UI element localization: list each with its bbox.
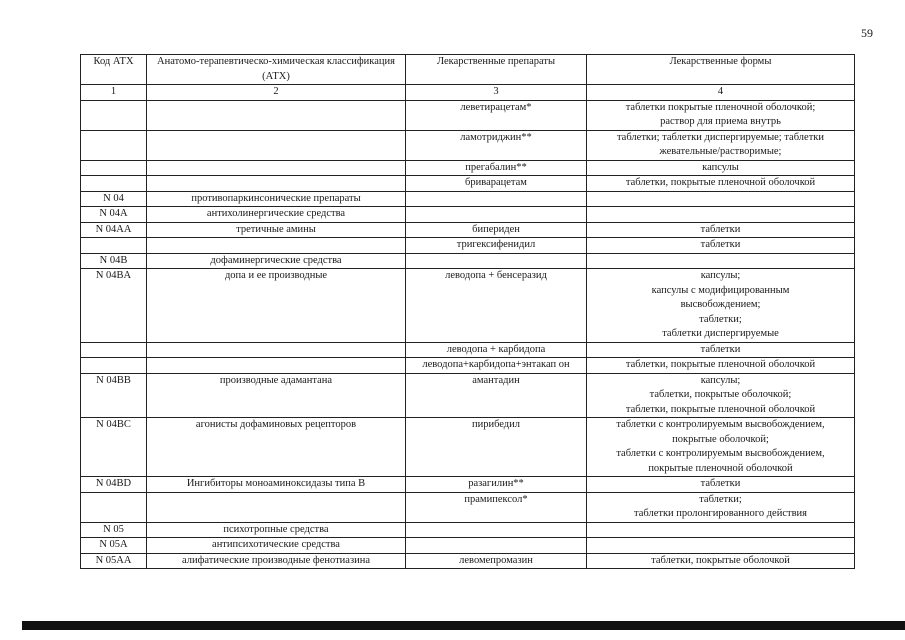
dosage-form-line: таблетки bbox=[700, 223, 741, 235]
dosage-forms-cell bbox=[587, 269, 855, 343]
atx-classification-cell bbox=[147, 238, 406, 254]
dosage-forms-cell bbox=[587, 176, 855, 192]
dosage-forms-cell bbox=[587, 207, 855, 223]
atx-code-cell: N 04BC bbox=[81, 418, 147, 477]
dosage-form-line: таблетки, покрытые оболочкой bbox=[651, 554, 790, 566]
table-row bbox=[81, 553, 855, 569]
atx-classification-cell: противопаркинсонические препараты bbox=[147, 191, 406, 207]
atx-code-cell: N 04B bbox=[81, 253, 147, 269]
table-row bbox=[81, 130, 855, 160]
atx-code-cell: N 04BA bbox=[81, 269, 147, 343]
atx-classification-cell: психотропные средства bbox=[147, 522, 406, 538]
drug-name-cell: тригексифенидил bbox=[406, 238, 587, 254]
dosage-forms-cell bbox=[587, 418, 855, 477]
drug-name-cell: ламотриджин** bbox=[406, 130, 587, 160]
atx-classification-cell: антипсихотические средства bbox=[147, 538, 406, 554]
table-row bbox=[81, 373, 855, 418]
dosage-forms-cell bbox=[587, 222, 855, 238]
atx-classification-cell bbox=[147, 176, 406, 192]
atx-classification-cell bbox=[147, 100, 406, 130]
atx-classification-cell: допа и ее производные bbox=[147, 269, 406, 343]
atx-code-cell: N 04AA bbox=[81, 222, 147, 238]
dosage-forms-cell bbox=[587, 522, 855, 538]
column-number-2: 2 bbox=[147, 85, 406, 101]
table-row bbox=[81, 160, 855, 176]
drug-name-cell bbox=[406, 538, 587, 554]
table-row bbox=[81, 342, 855, 358]
atx-code-cell: N 05 bbox=[81, 522, 147, 538]
atx-code-cell: N 04BD bbox=[81, 477, 147, 493]
atx-code-cell: N 05A bbox=[81, 538, 147, 554]
drug-name-cell: леветирацетам* bbox=[406, 100, 587, 130]
dosage-form-line: таблетки bbox=[700, 478, 741, 489]
dosage-form-line: таблетки, покрытые пленочной оболочкой bbox=[625, 403, 816, 415]
column-number-4: 4 bbox=[587, 85, 855, 101]
dosage-form-line: таблетки пролонгированного действия bbox=[634, 508, 807, 519]
atx-classification-cell: третичные амины bbox=[147, 222, 406, 238]
drug-name-cell: пирибедил bbox=[406, 418, 587, 477]
drug-name-cell: прегабалин** bbox=[406, 160, 587, 176]
table-row bbox=[81, 522, 855, 538]
atx-code-cell bbox=[81, 100, 147, 130]
drug-name-cell bbox=[406, 191, 587, 207]
dosage-form-line: таблетки; bbox=[699, 493, 742, 505]
atx-code-cell: N 05AA bbox=[81, 553, 147, 569]
atx-code-cell bbox=[81, 176, 147, 192]
table-row bbox=[81, 358, 855, 374]
table-row bbox=[81, 492, 855, 522]
page-number: 59 bbox=[861, 26, 873, 40]
drug-name-cell: бриварацетам bbox=[406, 176, 587, 192]
dosage-forms-cell bbox=[587, 373, 855, 418]
header-drugs: Лекарственные препараты bbox=[406, 55, 587, 85]
header-row bbox=[81, 55, 855, 85]
dosage-forms-cell bbox=[587, 538, 855, 554]
dosage-forms-cell bbox=[587, 253, 855, 269]
dosage-forms-cell bbox=[587, 160, 855, 176]
atx-table bbox=[80, 54, 855, 569]
drug-name-cell bbox=[406, 207, 587, 223]
header-forms: Лекарственные формы bbox=[587, 55, 855, 85]
table-row bbox=[81, 253, 855, 269]
drug-name-cell bbox=[406, 253, 587, 269]
dosage-form-line: таблетки; bbox=[699, 313, 742, 325]
table-row bbox=[81, 176, 855, 192]
table-row bbox=[81, 269, 855, 343]
dosage-form-line: таблетки; таблетки диспергируемые; таблетки bbox=[616, 131, 825, 143]
dosage-form-line: таблетки, покрытые пленочной оболочкой bbox=[625, 177, 816, 188]
atx-classification-cell bbox=[147, 358, 406, 374]
scan-edge-bar bbox=[22, 621, 905, 630]
dosage-form-line: таблетки, покрытые оболочкой; bbox=[649, 389, 792, 400]
column-number-row bbox=[81, 85, 855, 101]
drug-name-cell: леводопа + карбидопа bbox=[406, 342, 587, 358]
dosage-form-line: таблетки bbox=[700, 239, 741, 250]
atx-code-cell bbox=[81, 160, 147, 176]
dosage-form-line: капсулы bbox=[702, 161, 739, 173]
column-number-1: 1 bbox=[81, 85, 147, 101]
atx-classification-cell: антихолинергические средства bbox=[147, 207, 406, 223]
atx-table-body bbox=[81, 55, 855, 569]
table-row bbox=[81, 418, 855, 477]
dosage-form-line: таблетки диспергируемые bbox=[662, 328, 779, 339]
drug-name-cell: разагилин** bbox=[406, 477, 587, 493]
drug-name-cell: бипериден bbox=[406, 222, 587, 238]
drug-name-cell: леводопа+карбидопа+энтакап он bbox=[406, 358, 587, 374]
atx-code-cell: N 04 bbox=[81, 191, 147, 207]
dosage-forms-cell bbox=[587, 191, 855, 207]
dosage-forms-cell bbox=[587, 492, 855, 522]
dosage-forms-cell bbox=[587, 358, 855, 374]
dosage-form-line: покрытые оболочкой; bbox=[672, 433, 769, 445]
atx-code-cell bbox=[81, 342, 147, 358]
table-row bbox=[81, 100, 855, 130]
dosage-form-line: покрытые пленочной оболочкой bbox=[648, 462, 793, 474]
drug-name-cell: амантадин bbox=[406, 373, 587, 418]
dosage-forms-cell bbox=[587, 342, 855, 358]
atx-classification-cell: производные адамантана bbox=[147, 373, 406, 418]
atx-code-cell bbox=[81, 238, 147, 254]
dosage-form-line: таблетки, покрытые пленочной оболочкой bbox=[625, 359, 816, 370]
dosage-form-line: капсулы с модифицированным bbox=[651, 284, 790, 296]
dosage-form-line: таблетки с контролируемым высвобождением, bbox=[616, 419, 825, 430]
column-number-3: 3 bbox=[406, 85, 587, 101]
atx-code-cell bbox=[81, 130, 147, 160]
dosage-form-line: таблетки с контролируемым высвобождением, bbox=[616, 448, 825, 459]
dosage-forms-cell bbox=[587, 553, 855, 569]
header-code: Код АТХ bbox=[81, 55, 147, 85]
atx-classification-cell bbox=[147, 160, 406, 176]
dosage-form-line: раствор для приема внутрь bbox=[660, 116, 781, 127]
dosage-forms-cell bbox=[587, 130, 855, 160]
atx-classification-cell bbox=[147, 130, 406, 160]
atx-code-cell: N 04BB bbox=[81, 373, 147, 418]
header-classification: Анатомо-терапевтическо-химическая классификация (АТХ) bbox=[147, 55, 406, 85]
dosage-form-line: таблетки bbox=[700, 343, 741, 355]
atx-classification-cell: дофаминергические средства bbox=[147, 253, 406, 269]
table-row bbox=[81, 222, 855, 238]
table-row bbox=[81, 207, 855, 223]
dosage-form-line: жевательные/растворимые; bbox=[659, 146, 782, 157]
dosage-form-line: высвобождением; bbox=[680, 299, 761, 310]
table-row bbox=[81, 538, 855, 554]
dosage-form-line: капсулы; bbox=[700, 270, 741, 281]
drug-name-cell bbox=[406, 522, 587, 538]
dosage-form-line: таблетки покрытые пленочной оболочкой; bbox=[625, 101, 816, 113]
drug-name-cell: прамипексол* bbox=[406, 492, 587, 522]
dosage-forms-cell bbox=[587, 477, 855, 493]
table-row bbox=[81, 238, 855, 254]
drug-name-cell: леводопа + бенсеразид bbox=[406, 269, 587, 343]
dosage-forms-cell bbox=[587, 100, 855, 130]
dosage-form-line: капсулы; bbox=[700, 374, 741, 386]
atx-code-cell bbox=[81, 358, 147, 374]
atx-classification-cell: агонисты дофаминовых рецепторов bbox=[147, 418, 406, 477]
dosage-forms-cell bbox=[587, 238, 855, 254]
table-row bbox=[81, 477, 855, 493]
atx-classification-cell: алифатические производные фенотиазина bbox=[147, 553, 406, 569]
atx-code-cell bbox=[81, 492, 147, 522]
atx-classification-cell bbox=[147, 342, 406, 358]
table-row bbox=[81, 191, 855, 207]
atx-classification-cell: Ингибиторы моноаминоксидазы типа В bbox=[147, 477, 406, 493]
drug-name-cell: левомепромазин bbox=[406, 553, 587, 569]
atx-code-cell: N 04A bbox=[81, 207, 147, 223]
atx-classification-cell bbox=[147, 492, 406, 522]
